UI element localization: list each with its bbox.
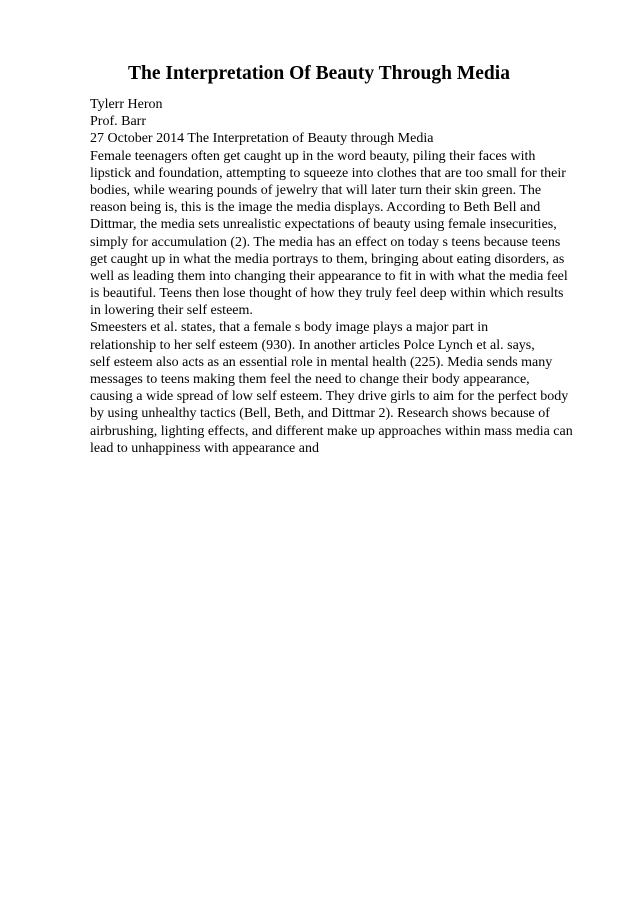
author-line: Tylerr Heron	[90, 97, 163, 112]
text-line: by using unhealthy tactics (Bell, Beth, and Dittmar 2). Research shows because of	[90, 406, 550, 422]
text-line: well as leading them into changing their appearance to fit in with what the media feel	[90, 268, 568, 284]
document-body	[90, 96, 630, 457]
text-line: messages to teens making them feel the need to change their body appearance,	[90, 372, 530, 387]
text-line: is beautiful. Teens then lose thought of how they truly feel deep within which results	[90, 286, 564, 302]
date-heading-line: 27 October 2014 The Interpretation of Beauty through Media	[90, 131, 434, 147]
text-line: simply for accumulation (2). The media has an effect on today s teens because teens	[90, 234, 561, 250]
text-line: causing a wide spread of low self esteem. They drive girls to aim for the perfect body	[90, 389, 569, 405]
text-line: lipstick and foundation, attempting to squeeze into clothes that are too small for their	[90, 165, 566, 181]
text-line: in lowering their self esteem.	[90, 303, 253, 319]
text-line: Dittmar, the media sets unrealistic expectations of beauty using female insecurities,	[90, 217, 557, 233]
text-line: bodies, while wearing pounds of jewelry that will later turn their skin green. The	[90, 182, 542, 198]
text-line: relationship to her self esteem (930). In another articles Polce Lynch et al. says,	[90, 337, 535, 353]
text-line: self esteem also acts as an essential role in mental health (225). Media sends many	[90, 354, 553, 370]
text-line: Female teenagers often get caught up in the word beauty, piling their faces with	[90, 148, 536, 164]
text-line: reason being is, this is the image the media displays. According to Beth Bell and	[90, 200, 541, 216]
text-line: Smeesters et al. states, that a female s body image plays a major part in	[90, 320, 489, 336]
instructor-line: Prof. Barr	[90, 114, 146, 130]
document-title: The Interpretation Of Beauty Through Media	[128, 63, 510, 84]
text-line: airbrushing, lighting effects, and different make up approaches within mass media can	[90, 423, 573, 439]
text-line: lead to unhappiness with appearance and	[90, 440, 319, 456]
text-line: get caught up in what the media portrays to them, bringing about eating disorders, as	[90, 251, 565, 267]
